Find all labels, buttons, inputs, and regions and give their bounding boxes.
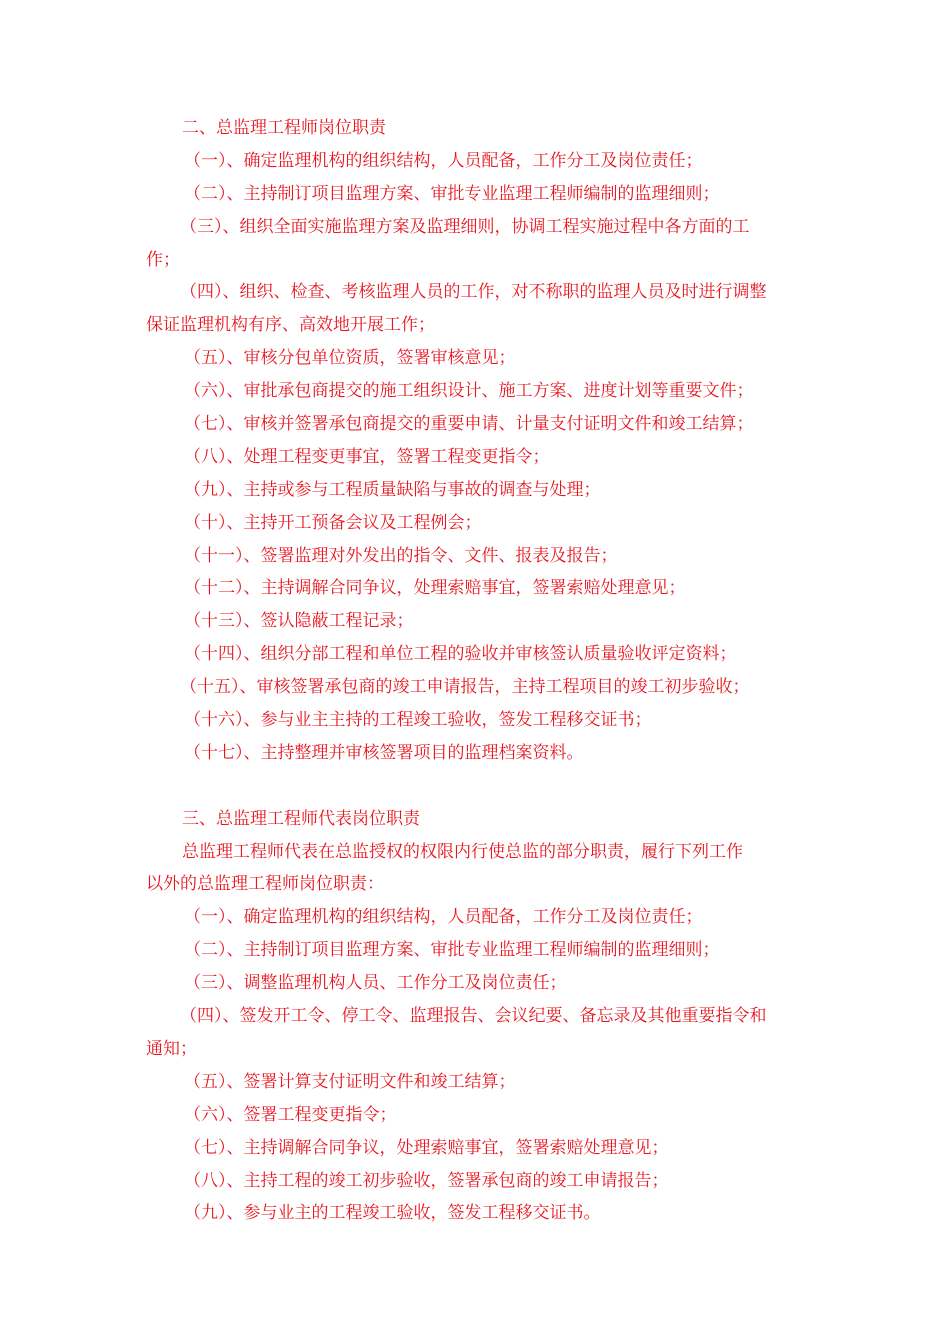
s2-item-5: （五）、审核分包单位资质，签署审核意见； — [184, 348, 516, 369]
section-3-title: 三、总监理工程师代表岗位职责 — [182, 808, 420, 829]
s2-item-13: （十三）、签认隐蔽工程记录； — [184, 611, 414, 632]
s2-item-17: （十七）、主持整理并审核签署项目的监理档案资料。 — [184, 742, 584, 763]
s3-item-5: （五）、签署计算支付证明文件和竣工结算； — [184, 1071, 516, 1092]
s2-item-14: （十四）、组织分部工程和单位工程的验收并审核签认质量验收评定资料； — [184, 644, 737, 665]
s2-item-3-cont: 作； — [146, 249, 180, 270]
s2-item-10: （十）、主持开工预备会议及工程例会； — [184, 512, 482, 533]
s2-item-1: （一）、确定监理机构的组织结构，人员配备，工作分工及岗位责任； — [184, 150, 703, 171]
s2-item-2: （二）、主持制订项目监理方案、审批专业监理工程师编制的监理细则； — [184, 183, 720, 204]
s3-intro-line-2: 以外的总监理工程师岗位职责： — [146, 874, 384, 895]
s3-item-3: （三）、调整监理机构人员、工作分工及岗位责任； — [184, 973, 567, 994]
s3-item-2: （二）、主持制订项目监理方案、审批专业监理工程师编制的监理细则； — [184, 940, 720, 961]
s2-item-15: （十五）、审核签署承包商的竣工申请报告，主持工程项目的竣工初步验收； — [180, 677, 750, 698]
s2-item-6: （六）、审批承包商提交的施工组织设计、施工方案、进度计划等重要文件； — [184, 381, 754, 402]
s2-item-12: （十二）、主持调解合同争议，处理索赔事宜，签署索赔处理意见； — [184, 578, 686, 599]
s3-item-8: （八）、主持工程的竣工初步验收，签署承包商的竣工申请报告； — [184, 1170, 669, 1191]
text-column — [146, 112, 810, 1230]
s2-item-16: （十六）、参与业主主持的工程竣工验收，签发工程移交证书； — [184, 710, 652, 731]
section-gap — [146, 770, 810, 803]
s2-item-11: （十一）、签署监理对外发出的指令、文件、报表及报告； — [184, 545, 618, 566]
s3-item-1: （一）、确定监理机构的组织结构，人员配备，工作分工及岗位责任； — [184, 907, 703, 928]
s2-item-8: （八）、处理工程变更事宜，签署工程变更指令； — [184, 446, 550, 467]
s2-item-4: （四）、组织、检查、考核监理人员的工作，对不称职的监理人员及时进行调整 — [180, 282, 767, 303]
s2-item-4-cont: 保证监理机构有序、高效地开展工作； — [146, 315, 435, 336]
s3-item-4: （四）、签发开工令、停工令、监理报告、会议纪要、备忘录及其他重要指令和 — [180, 1006, 767, 1027]
s3-intro-line-1: 总监理工程师代表在总监授权的权限内行使总监的部分职责，履行下列工作 — [182, 841, 743, 862]
s3-item-6: （六）、签署工程变更指令； — [184, 1104, 397, 1125]
section-2-title: 二、总监理工程师岗位职责 — [182, 118, 386, 138]
s2-item-7: （七）、审核并签署承包商提交的重要申请、计量支付证明文件和竣工结算； — [184, 414, 754, 435]
s3-item-4-cont: 通知； — [146, 1038, 197, 1059]
s3-item-7: （七）、主持调解合同争议，处理索赔事宜，签署索赔处理意见； — [184, 1137, 669, 1158]
s2-item-9: （九）、主持或参与工程质量缺陷与事故的调查与处理； — [184, 479, 601, 500]
s2-item-3: （三）、组织全面实施监理方案及监理细则，协调工程实施过程中各方面的工 — [180, 216, 750, 237]
s3-item-9: （九）、参与业主的工程竣工验收，签发工程移交证书。 — [184, 1203, 601, 1224]
